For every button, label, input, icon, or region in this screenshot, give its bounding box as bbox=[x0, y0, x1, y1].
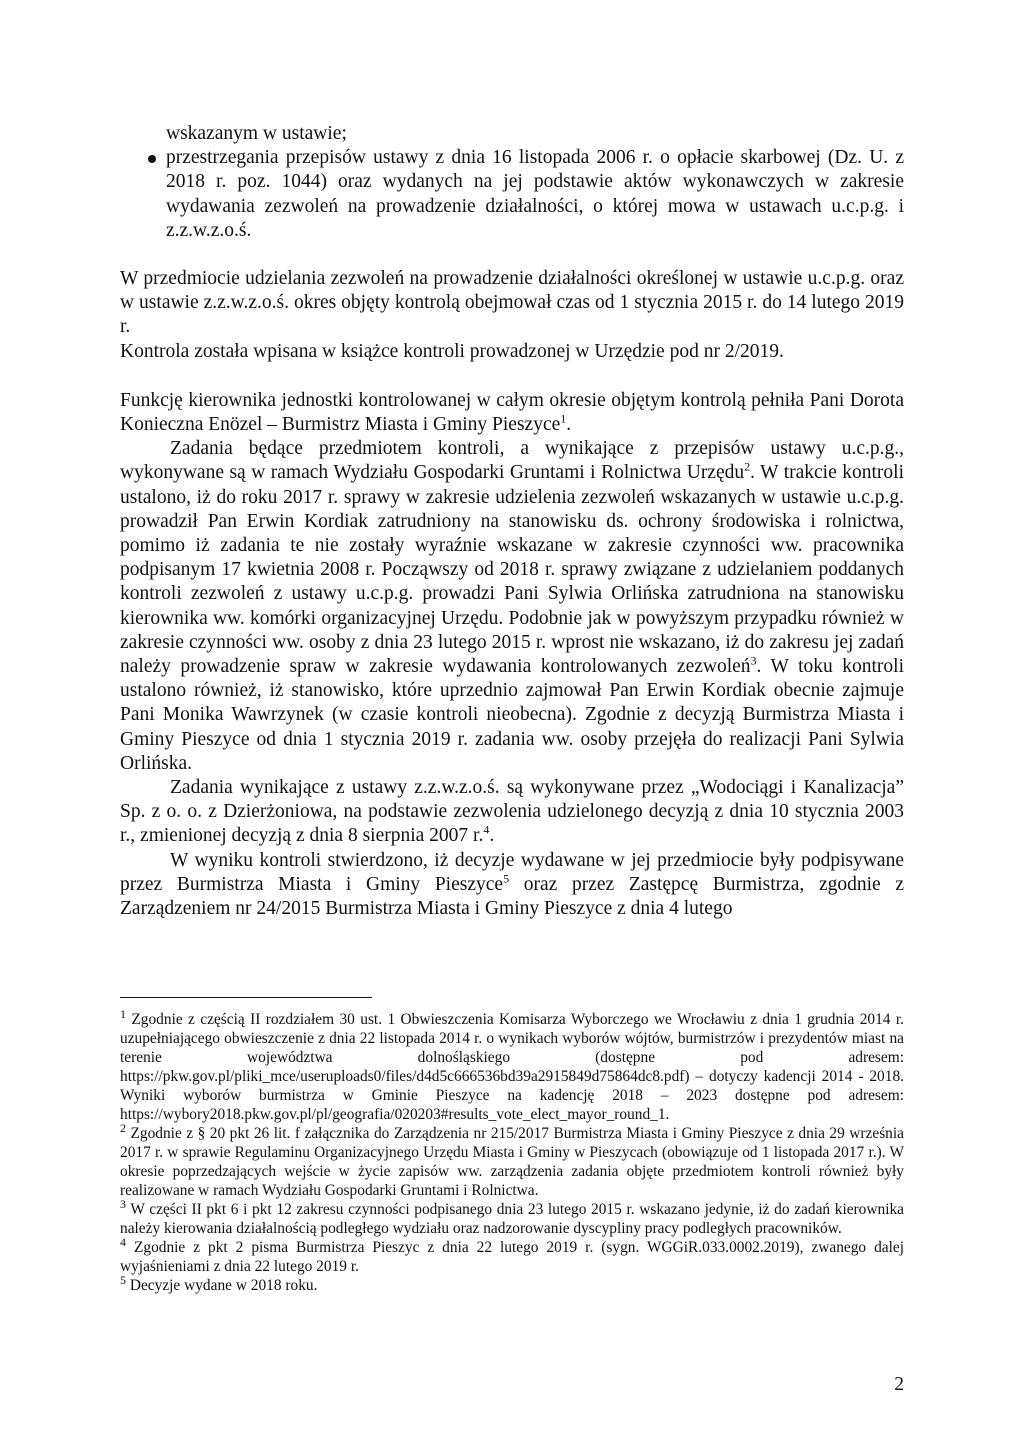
page-number: 2 bbox=[894, 1374, 904, 1395]
paragraph-text: . W trakcie kontroli ustalono, iż do roku 2017 r. sprawy w zakresie udzielenia zezwoleń wskazanych w ustawie u.c.p.g. prowadził Pan Erwin Kordiak zatrudniony na stanowisku ds. ochrony środowiska i rolnictwa, pomimo iż zadania te nie zostały wyraźnie wskazane w zakresie czynności ww. pracownika podpisanym 17 kwietnia 2008 r. Począwszy od 2018 r. sprawy związane z udzielaniem poddanych kontroli zezwoleń z ustawy u.c.p.g. prowadzi Pani Sylwia Orlińska zatrudniona na stanowisku kierownika ww. komórki organizacyjnej Urzędu. Podobnie jak w powyższym przypadku również w zakresie czynności ww. osoby z dnia 23 lutego 2015 r. wprost nie wskazano, iż do zakresu jej zadań należy prowadzenie spraw w zakresie wydawania kontrolowanych zezwoleń bbox=[120, 462, 904, 678]
footnote-2 bbox=[120, 1120, 904, 1200]
footnote-ref: 5 bbox=[503, 871, 510, 886]
bullet-text: przestrzegania przepisów ustawy z dnia 16 listopada 2006 r. o opłacie skarbowej (Dz. U. z 2018 r. poz. 1044) oraz wydanych na jej podstawie aktów wykonawczych w zakresie wydawania zezwoleń na prowadzenie działalności, o której mowa w ustawach u.c.p.g. i z.z.w.z.o.ś. bbox=[166, 147, 904, 241]
paragraph-register: Kontrola została wpisana w książce kontroli prowadzonej w Urzędzie pod nr 2/2019. bbox=[120, 340, 784, 362]
footnote-ref: 2 bbox=[744, 459, 751, 474]
list-continuation: wskazanym w ustawie; bbox=[166, 123, 347, 144]
paragraph-text: Zadania wynikające z ustawy z.z.w.z.o.ś. są wykonywane przez „Wodociągi i Kanalizacja” Sp. z o. o. z Dzierżoniowa, na podstawie zezwolenia udzielonego decyzją z dnia 10 stycznia 2003 r., zmienionej decyzją z dnia 8 sierpnia 2007 r. bbox=[120, 777, 904, 847]
footnote-text: W części II pkt 6 i pkt 12 zakresu czynności podpisanego dnia 23 lutego 2015 r. wskazano jedynie, iż do zadań kierownika należy kierowania działalnością podległego wydziału oraz nadzorowanie dyscypliny pracy podległych pracowników. bbox=[120, 1201, 904, 1237]
paragraph-text: Zadania będące przedmiotem kontroli, a wynikające z przepisów ustawy u.c.p.g., wykonywane są w ramach Wydziału Gospodarki Gruntami i Rolnictwa Urzędu bbox=[120, 438, 904, 484]
paragraph-text: . bbox=[566, 414, 572, 436]
footnote-5 bbox=[120, 1272, 904, 1295]
footnote-number: 4 bbox=[120, 1234, 126, 1249]
footnote-3 bbox=[120, 1196, 904, 1238]
footnote-text: Zgodnie z § 20 pkt 26 lit. f załącznika do Zarządzenia nr 215/2017 Burmistrza Miasta i Gminy Pieszyce z dnia 29 września 2017 r. w sprawie Regulaminu Organizacyjnego Urzędu Miasta i Gminy w Pieszycach (obowiązuje od 1 listopada 2017 r.). W okresie poprzedzających wejście w życie zapisów ww. zarządzenia zadania objęte przedmiotem kontroli również były realizowane w ramach Wydziału Gospodarki Gruntami i Rolnictwa. bbox=[120, 1125, 904, 1199]
footnote-ref: 4 bbox=[483, 822, 490, 837]
footnotes bbox=[120, 1006, 904, 1295]
paragraph-scope: W przedmiocie udzielania zezwoleń na prowadzenie działalności określonej w ustawie u.c.p.g. oraz w ustawie z.z.w.z.o.ś. okres objęty kontrolą obejmował czas od 1 stycznia 2015 r. do 14 lutego 2019 r. bbox=[120, 268, 904, 338]
footnote-text: Decyzje wydane w 2018 roku. bbox=[126, 1277, 318, 1294]
paragraph-water-company bbox=[120, 776, 904, 849]
footnote-number: 2 bbox=[120, 1120, 126, 1135]
main-text bbox=[120, 122, 904, 921]
footnote-text: Zgodnie z pkt 2 pisma Burmistrza Pieszyc z dnia 22 lutego 2019 r. (sygn. WGGiR.033.0002.2019), zwanego dalej wyjaśnieniami z dnia 22 lutego 2019 r. bbox=[120, 1239, 904, 1275]
footnote-number: 1 bbox=[120, 1006, 126, 1021]
bullet-icon bbox=[148, 155, 156, 163]
footnote-ref: 3 bbox=[750, 653, 757, 668]
footnote-number: 3 bbox=[120, 1196, 126, 1211]
paragraph-head-of-unit bbox=[120, 389, 904, 437]
paragraph-control-result bbox=[120, 849, 904, 922]
spacer bbox=[120, 243, 904, 267]
bullet-list-item bbox=[120, 146, 904, 243]
paragraph-text: . bbox=[489, 825, 495, 847]
footnote-separator bbox=[120, 997, 372, 998]
paragraph-text: . W toku kontroli ustalono również, iż stanowisko, które uprzednio zajmował Pan Erwin Kordiak obecnie zajmuje Pani Monika Wawrzynek (w czasie kontroli nieobecna). Zgodnie z decyzją Burmistrza Miasta i Gminy Pieszyce od dnia 1 stycznia 2019 r. zadania ww. osoby przejęła do realizacji Pani Sylwia Orlińska. bbox=[120, 656, 904, 774]
paragraph-text: oraz przez Zastępcę Burmistrza, zgodnie z Zarządzeniem nr 24/2015 Burmistrza Miasta i Gminy Pieszyce z dnia 4 lutego bbox=[120, 873, 904, 920]
footnote-1 bbox=[120, 1006, 904, 1124]
footnote-ref: 1 bbox=[560, 411, 567, 426]
paragraph-tasks bbox=[120, 437, 904, 776]
footnote-4 bbox=[120, 1234, 904, 1276]
footnote-number: 5 bbox=[120, 1272, 126, 1287]
spacer bbox=[120, 364, 904, 389]
footnote-text: Zgodnie z częścią II rozdziałem 30 ust. 1 Obwieszczenia Komisarza Wyborczego we Wrocławiu z dnia 1 grudnia 2014 r. uzupełniającego obwieszczenie z dnia 22 listopada 2014 r. o wynikach wyborów wójtów, burmistrzów i prezydentów miast na terenie województwa dolnośląskiego (dostępne pod adresem: https://pkw.gov.pl/pliki_mce/useruploads0/files/d4d5c666536bd39a2915849d75864dc8.pdf) – dotyczy kadencji 2014 - 2018. Wyniki wyborów burmistrza w Gminie Pieszyce na kadencję 2018 – 2023 dostępne pod adresem: https://wybory2018.pkw.gov.pl/pl/geografia/020203#results_vote_elect_mayor_round_1. bbox=[120, 1011, 904, 1123]
paragraph-text: Funkcję kierownika jednostki kontrolowanej w całym okresie objętym kontrolą pełniła Pani Dorota Konieczna Enözel – Burmistrz Miasta i Gminy Pieszyce bbox=[120, 389, 904, 436]
paragraph-text: W wyniku kontroli stwierdzono, iż decyzje wydawane w jej przedmiocie były podpisywane przez Burmistrza Miasta i Gminy Pieszyce bbox=[120, 849, 904, 895]
